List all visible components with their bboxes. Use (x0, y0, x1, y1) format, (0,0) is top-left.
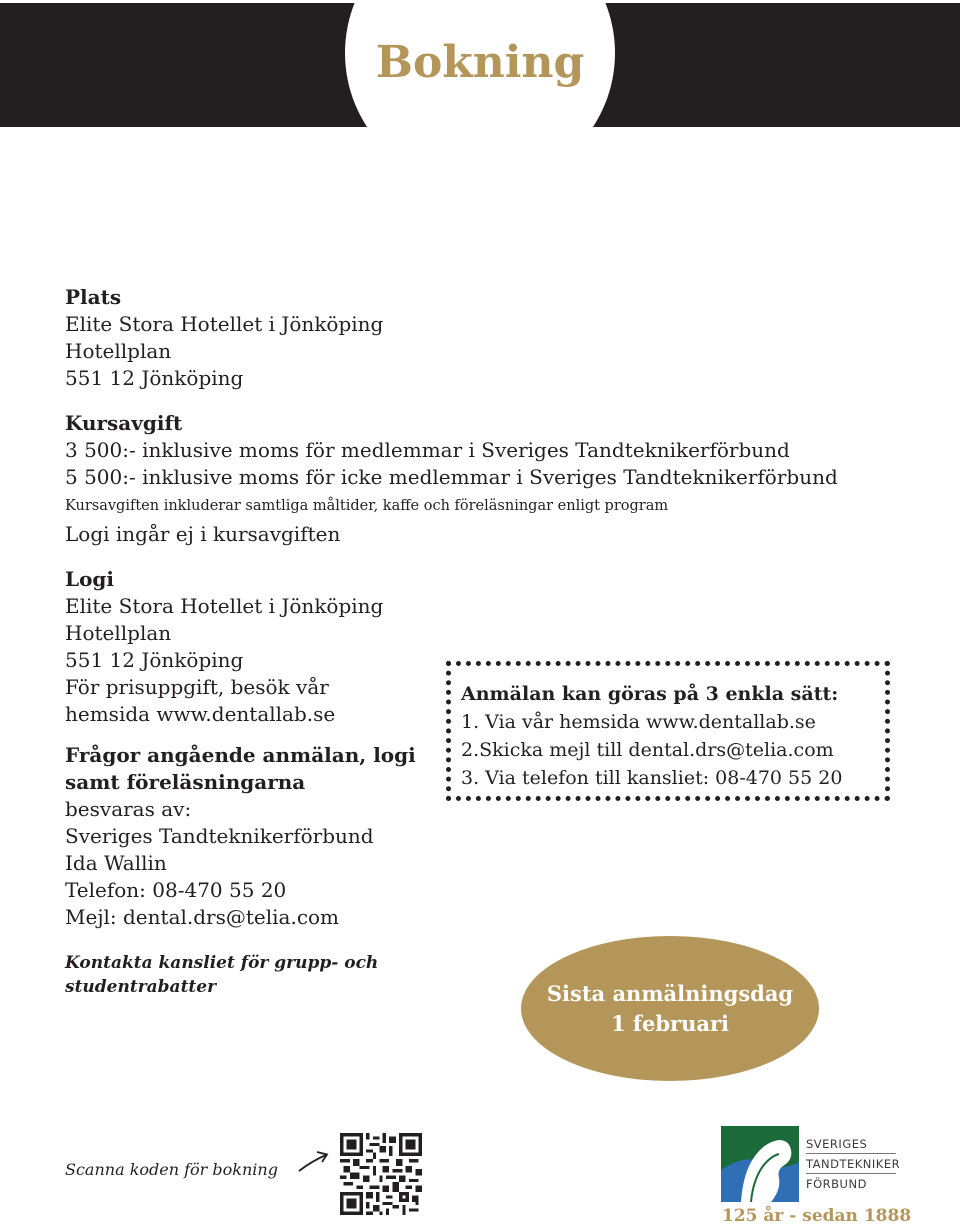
kontakt-line: studentrabatter (65, 977, 217, 997)
kursavgift-note: Kursavgiften inkluderar samtliga måltider, kaffe och föreläsningar enligt program (65, 498, 669, 514)
logi-title: Logi (65, 567, 114, 591)
arrow-icon (296, 1147, 332, 1175)
fragor-title: samt föreläsningarna (65, 770, 306, 794)
anniversary-text: 125 år - sedan 1888 (722, 1206, 912, 1226)
anmalan-item: 3. Via telefon till kansliet: 08-470 55 20 (461, 767, 843, 789)
deadline-label: Sista anmälningsdag (546, 980, 794, 1006)
anmalan-title: Anmälan kan göras på 3 enkla sätt: (461, 683, 839, 705)
logo-text: TANDTEKNIKER (806, 1157, 901, 1171)
kursavgift-logi-note: Logi ingår ej i kursavgiften (65, 522, 341, 546)
qr-code-icon[interactable] (340, 1133, 422, 1215)
fragor-line: Sveriges Tandteknikerförbund (65, 824, 374, 848)
scan-label: Scanna koden för bokning (65, 1160, 278, 1179)
fragor-title: Frågor angående anmälan, logi (65, 743, 416, 767)
deadline-date: 1 februari (611, 1010, 729, 1036)
logi-line: 551 12 Jönköping (65, 648, 244, 672)
fragor-line: Ida Wallin (65, 851, 167, 875)
anmalan-item: 1. Via vår hemsida www.dentallab.se (461, 711, 816, 733)
kontakt-line: Kontakta kansliet för grupp- och (65, 953, 379, 973)
fragor-email: Mejl: dental.drs@telia.com (65, 905, 340, 929)
kursavgift-nonmember-price: 5 500:- inklusive moms för icke medlemmar i Sveriges Tandteknikerförbund (65, 465, 838, 489)
plats-line: 551 12 Jönköping (65, 366, 244, 390)
kursavgift-member-price: 3 500:- inklusive moms för medlemmar i Sveriges Tandteknikerförbund (65, 438, 790, 462)
logo-text: SVERIGES (806, 1137, 868, 1151)
logo-emblem-icon (721, 1126, 799, 1202)
kontakt-note (65, 951, 395, 999)
fragor-phone: Telefon: 08-470 55 20 (65, 878, 287, 902)
page-title: Bokning (375, 37, 585, 88)
anmalan-box (446, 661, 890, 801)
header-bar (0, 3, 960, 127)
fragor-line: besvaras av: (65, 797, 192, 821)
plats-line: Hotellplan (65, 339, 172, 363)
logo-text: FÖRBUND (806, 1177, 867, 1191)
plats-line: Elite Stora Hotellet i Jönköping (65, 312, 384, 336)
deadline-badge (521, 936, 819, 1081)
logi-line: Elite Stora Hotellet i Jönköping (65, 594, 384, 618)
logi-line: För prisuppgift, besök vår (65, 675, 329, 699)
logi-website: hemsida www.dentallab.se (65, 702, 336, 726)
plats-title: Plats (65, 285, 122, 309)
kursavgift-title: Kursavgift (65, 411, 183, 435)
logi-line: Hotellplan (65, 621, 172, 645)
anmalan-item: 2.Skicka mejl till dental.drs@telia.com (461, 739, 834, 761)
